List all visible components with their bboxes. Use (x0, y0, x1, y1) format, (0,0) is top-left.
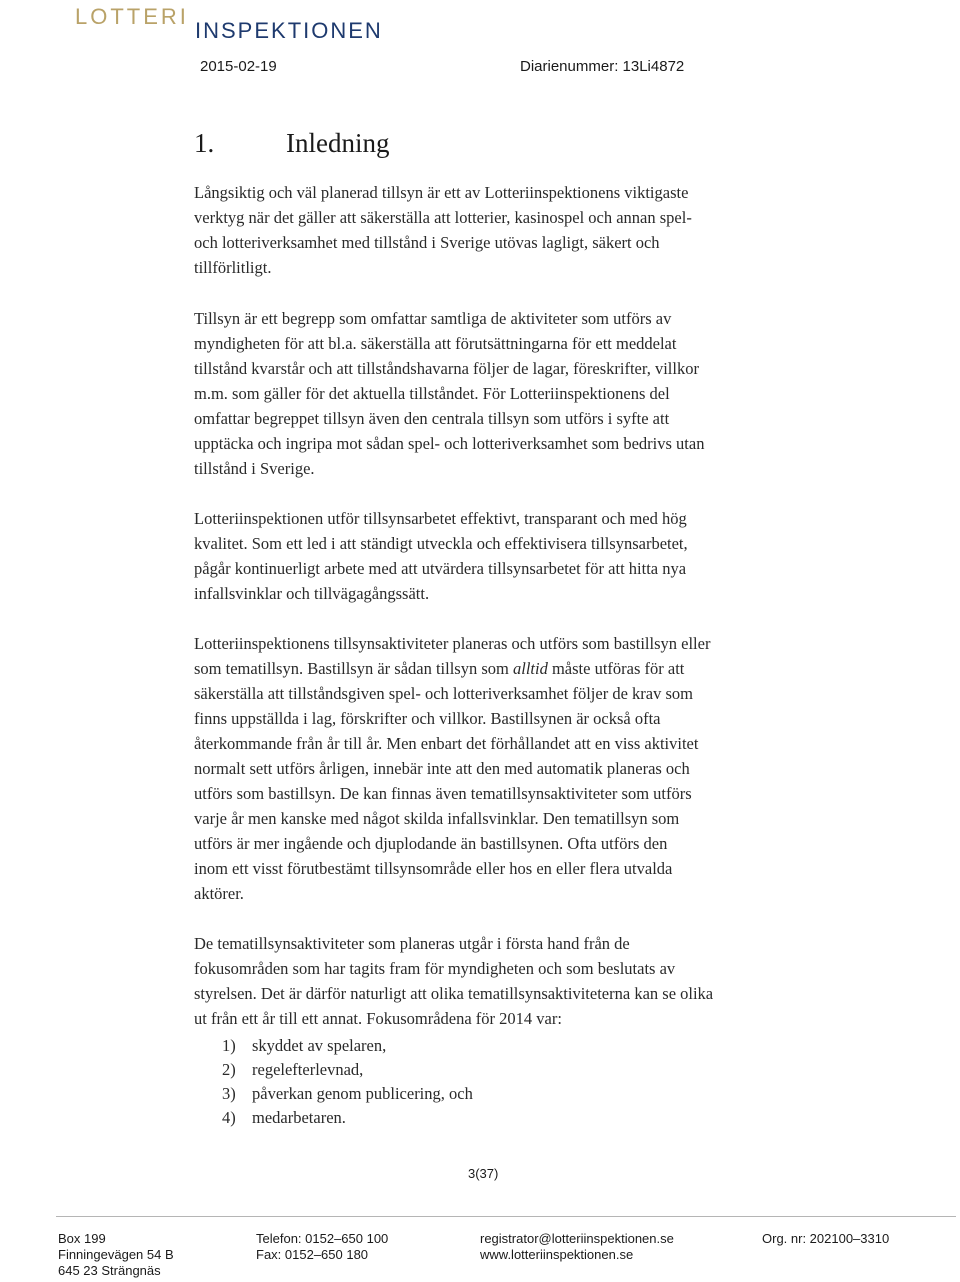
focus-area-list (222, 1034, 473, 1130)
text-line: Långsiktig och väl planerad tillsyn är ett av Lotteriinspektionens viktigaste (194, 183, 689, 202)
footer-org (762, 1231, 889, 1247)
text-line: omfattar begreppet tillsyn även den centrala tillsyn som utförs i syfte att (194, 409, 670, 428)
text-line: varje år men kanske med något skilda infallsvinklar. Den tematillsyn som (194, 809, 680, 828)
diary-number: Diarienummer: 13Li4872 (520, 58, 685, 75)
text-line: tillstånd i Sverige. (194, 459, 315, 478)
emphasis-word: alltid (513, 659, 548, 678)
text-line: kvalitet. Som ett led i att ständigt utveckla och effektivisera tillsynsarbetet, (194, 534, 688, 553)
footer-address (58, 1231, 174, 1279)
list-item (222, 1106, 473, 1130)
text-line: fokusområden som har tagits fram för myndigheten och som beslutats av (194, 959, 676, 978)
footer-fax: Fax: 0152–650 180 (256, 1247, 369, 1262)
text-line: infallsvinklar och tillvägagångssätt. (194, 584, 430, 603)
text-line: som tematillsyn. Bastillsyn är sådan tillsyn som alltid måste utföras för att (194, 659, 685, 678)
section-title: Inledning (286, 128, 390, 158)
text-line: Tillsyn är ett begrepp som omfattar samtliga de aktiviteter som utförs av (194, 309, 672, 328)
text-line: säkerställa att tillståndsgiven spel- och lotteriverksamhet följer de krav som (194, 684, 693, 703)
footer-address-line: 645 23 Strängnäs (58, 1263, 161, 1278)
text-line: finns uppställda i lag, förskrifter och villkor. Bastillsynen är också ofta (194, 709, 661, 728)
list-number: 1) (222, 1036, 236, 1055)
list-number: 2) (222, 1060, 236, 1079)
logo-bottom-text: INSPEKTIONEN (195, 18, 383, 43)
paragraph-1 (194, 180, 784, 280)
list-text: regelefterlevnad, (252, 1060, 364, 1079)
text-line: och lotteriverksamhet med tillstånd i Sverige utövas lagligt, säkert och (194, 233, 660, 252)
text-line: tillförlitligt. (194, 258, 272, 277)
text-line: pågår kontinuerligt arbete med att utvärdera tillsynsarbetet för att hitta nya (194, 559, 687, 578)
footer-web (480, 1231, 674, 1263)
text-line: m.m. som gäller för det aktuella tillståndet. För Lotteriinspektionens del (194, 384, 670, 403)
section-heading (194, 128, 389, 159)
list-text: medarbetaren. (252, 1108, 346, 1127)
page-number: 3(37) (468, 1166, 499, 1181)
list-text: påverkan genom publicering, och (252, 1084, 473, 1103)
list-item (222, 1082, 473, 1106)
paragraph-2 (194, 306, 784, 481)
text-line: myndigheten för att bl.a. säkerställa att förutsättningarna för ett meddelat (194, 334, 677, 353)
paragraph-4 (194, 631, 784, 906)
text-line: tillstånd kvarstår och att tillståndshavarna följer de lagar, föreskrifter, villkor (194, 359, 699, 378)
list-item (222, 1034, 473, 1058)
document-date: 2015-02-19 (200, 58, 277, 75)
footer-address-line: Finningevägen 54 B (58, 1247, 174, 1262)
footer-phone: Telefon: 0152–650 100 (256, 1231, 389, 1246)
footer-address-line: Box 199 (58, 1231, 106, 1246)
text-line: aktörer. (194, 884, 244, 903)
text-line: utförs är mer ingående och djuplodande än bastillsynen. Ofta utförs den (194, 834, 668, 853)
footer-divider (56, 1216, 956, 1217)
list-item (222, 1058, 473, 1082)
logo-top-text: LOTTERI (75, 4, 189, 29)
list-text: skyddet av spelaren, (252, 1036, 387, 1055)
text-line: De tematillsynsaktiviteter som planeras utgår i första hand från de (194, 934, 630, 953)
text-line: verktyg när det gäller att säkerställa att lotterier, kasinospel och annan spel- (194, 208, 692, 227)
text-line: upptäcka och ingripa mot sådan spel- och lotteriverksamhet som bedrivs utan (194, 434, 705, 453)
text-line: inom ett visst förutbestämt tillsynsområde eller hos en eller flera utvalda (194, 859, 673, 878)
list-number: 4) (222, 1108, 236, 1127)
text-line: ut från ett år till ett annat. Fokusområdena för 2014 var: (194, 1009, 562, 1028)
text-line: utförs som bastillsyn. De kan finnas även tematillsynsaktiviteter som utförs (194, 784, 692, 803)
text-line: Lotteriinspektionens tillsynsaktiviteter planeras och utförs som bastillsyn eller (194, 634, 711, 653)
text-line: styrelsen. Det är därför naturligt att olika tematillsynsaktiviteterna kan se olika (194, 984, 714, 1003)
text-line: Lotteriinspektionen utför tillsynsarbetet effektivt, transparant och med hög (194, 509, 687, 528)
section-number: 1. (194, 128, 215, 158)
paragraph-5 (194, 931, 784, 1031)
logo (75, 4, 435, 44)
text-line: återkommande från år till år. Men enbart det förhållandet att en viss aktivitet (194, 734, 699, 753)
footer-phones (256, 1231, 388, 1263)
footer-email-link[interactable]: registrator@lotteriinspektionen.se (480, 1231, 674, 1246)
footer-org-number: Org. nr: 202100–3310 (762, 1231, 890, 1246)
footer-website-link[interactable]: www.lotteriinspektionen.se (480, 1247, 634, 1262)
list-number: 3) (222, 1084, 236, 1103)
text-line: normalt sett utförs årligen, innebär inte att den med automatik planeras och (194, 759, 690, 778)
paragraph-3 (194, 506, 784, 606)
